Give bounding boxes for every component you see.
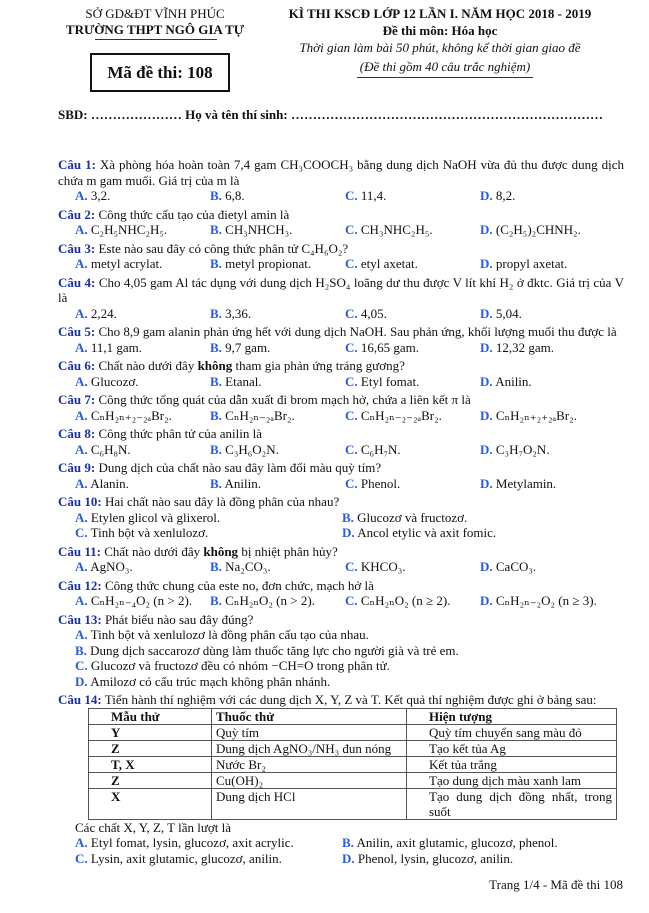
option-text: 4,05. (360, 305, 387, 321)
answer-options (58, 340, 624, 356)
exam-note: (Đề thi gồm 40 câu trắc nghiệm) (359, 59, 531, 74)
option-text: Glucozơ. (90, 373, 139, 389)
answer-option (75, 643, 624, 659)
option-letter: D. (75, 673, 88, 689)
answer-options (58, 593, 624, 609)
question (58, 358, 624, 389)
answer-option (345, 559, 480, 575)
stem-text: bị nhiệt phân hủy? (238, 543, 338, 559)
option-text: CₙH₂ₙ₊₂₊₂ₐBr₂. (495, 407, 577, 423)
answer-option (480, 306, 615, 322)
option-letter: C. (345, 339, 358, 355)
option-text: Glucozơ và fructozơ. (357, 509, 468, 525)
option-text: Etanal. (225, 373, 262, 389)
option-text: metyl acrylat. (90, 256, 163, 271)
option-letter: D. (480, 441, 493, 457)
question (58, 275, 624, 322)
answer-option (210, 559, 345, 575)
table-cell: Tạo dung dịch màu xanh lam (407, 772, 617, 788)
option-text: Phenol. (360, 475, 401, 491)
question-stem (58, 207, 624, 223)
answer-option (345, 188, 480, 204)
stem-text: Chất nào dưới đây (104, 543, 204, 559)
option-letter: B. (210, 222, 222, 237)
option-letter: C. (345, 373, 358, 389)
option-text: 5,04. (495, 305, 522, 321)
option-text: C₆H₈N. (90, 441, 131, 457)
option-letter: B. (342, 509, 354, 525)
table-header-cell: Hiện tượng (407, 708, 617, 724)
stem-text: Cho 4,05 gam Al tác dụng với dung dịch H₂SO₄ loãng dư thu được V lít khí H₂ ở đktc. Giá trị của V là (58, 274, 625, 305)
option-text: Phenol, lysin, glucozơ, anilin. (357, 850, 514, 866)
question-label: Câu 10: (58, 494, 102, 509)
question-label: Câu 2: (58, 206, 96, 222)
stem-text: Công thức chung của este no, đơn chức, mạch hở là (104, 577, 374, 593)
question-stem (58, 358, 624, 374)
question-label: Câu 12: (58, 577, 102, 593)
option-text: Dung dịch saccarozơ dùng làm thuốc tăng lực cho người già và trẻ em. (90, 642, 459, 658)
question (58, 612, 624, 690)
question-stem (58, 426, 624, 442)
question (58, 494, 624, 541)
answer-option (480, 442, 615, 458)
answer-options (58, 627, 624, 689)
answer-option (75, 674, 624, 690)
option-text: Glucozơ và fructozơ đều có nhóm −CH=O trong phân tử. (90, 658, 390, 673)
answer-options (58, 188, 624, 204)
option-text: C₆H₇N. (360, 441, 401, 457)
option-letter: D. (480, 339, 493, 355)
option-text: 16,65 gam. (360, 339, 420, 355)
answer-option (75, 188, 210, 204)
stem-text: Chất nào dưới đây (98, 358, 198, 373)
stem-text: Công thức phân tử của anilin là (98, 426, 263, 441)
question-label: Câu 11: (58, 543, 101, 559)
option-letter: B. (210, 559, 222, 574)
answer-option (480, 476, 615, 492)
answer-option (480, 188, 615, 204)
option-letter: C. (345, 593, 358, 608)
answer-options (58, 408, 624, 424)
question (58, 460, 624, 491)
exam-time: Thời gian làm bài 50 phút, không kể thời gian giao đề (299, 40, 581, 55)
answer-option (210, 442, 345, 458)
answer-options (58, 256, 624, 272)
option-letter: B. (75, 642, 87, 658)
answer-option (342, 510, 609, 526)
stem-text: Công thức tổng quát của dẫn xuất đi brom mạch hở, chứa a liên kết π là (98, 392, 471, 407)
stem-text: Dung dịch của chất nào sau đây làm đổi màu quỳ tím? (98, 460, 382, 475)
table-cell: Dung dịch AgNO₃/NH₃ đun nóng (212, 740, 407, 756)
question (58, 426, 624, 457)
answer-option (210, 222, 345, 238)
option-letter: B. (210, 339, 222, 355)
stem-text: Xà phòng hóa hoàn toàn 7,4 gam CH₃COOCH₃ bằng dung dịch NaOH vừa đủ thu được dung dịch chứa m gam muối. Giá trị của m là (58, 157, 625, 188)
option-text: CₙH₂ₙ₊₂₋₂ₐBr₂. (90, 407, 172, 423)
option-text: Amilozơ có cấu trúc mạch không phân nhánh. (90, 673, 331, 689)
answer-option (345, 476, 480, 492)
answer-option (342, 851, 609, 867)
answer-options (58, 510, 624, 541)
option-text: AgNO₃. (90, 559, 133, 574)
option-letter: A. (75, 256, 88, 271)
option-letter: A. (75, 407, 88, 423)
answer-option (480, 593, 615, 609)
option-text: Tinh bột và xenlulozơ là đồng phân cấu tạo của nhau. (90, 627, 369, 642)
emphasis-text: không (197, 358, 233, 373)
option-letter: C. (345, 475, 358, 491)
answer-options (58, 476, 624, 492)
exam-code: Mã đề thi: 108 (107, 62, 213, 82)
question-label: Câu 5: (58, 324, 96, 339)
divider (95, 39, 217, 40)
option-text: 3,36. (225, 305, 252, 321)
question-label: Câu 13: (58, 611, 102, 627)
question-stem (58, 612, 624, 628)
answer-option (345, 442, 480, 458)
option-text: 11,1 gam. (90, 339, 143, 355)
department-name: SỞ GD&ĐT VĨNH PHÚC (85, 6, 225, 21)
stem-text: Công thức cấu tạo của đietyl amin là (98, 206, 290, 222)
table-cell: Dung dịch HCl (212, 788, 407, 819)
option-text: CH₃NHC₂H₅. (360, 222, 433, 237)
option-letter: B. (210, 407, 222, 423)
question (58, 241, 624, 272)
question (58, 324, 624, 355)
table-header-row (89, 708, 617, 724)
question-stem (58, 578, 624, 594)
question-label: Câu 14: (58, 692, 102, 707)
answer-option (480, 222, 615, 238)
option-letter: B. (210, 305, 222, 321)
option-letter: A. (75, 475, 88, 491)
answer-option (75, 835, 342, 851)
stem-text: tham gia phản ứng tráng gương? (232, 358, 405, 373)
question (58, 544, 624, 575)
table-cell: Nước Br₂ (212, 756, 407, 772)
option-text: CₙH₂ₙ₋₂O₂ (n ≥ 3). (495, 593, 597, 608)
answer-option (480, 374, 615, 390)
option-text: 12,32 gam. (495, 339, 555, 355)
question (58, 392, 624, 423)
option-text: Lysin, axit glutamic, glucozơ, anilin. (90, 850, 282, 866)
option-letter: B. (210, 475, 222, 491)
table-row (89, 788, 617, 819)
answer-option (345, 408, 480, 424)
question-stem (58, 460, 624, 476)
option-letter: B. (210, 256, 222, 271)
option-letter: D. (480, 222, 493, 237)
answer-option (345, 306, 480, 322)
option-letter: C. (75, 525, 88, 540)
table-cell: Tạo kết tủa Ag (407, 740, 617, 756)
table-row (89, 772, 617, 788)
question-label: Câu 3: (58, 240, 96, 256)
answer-option (210, 408, 345, 424)
option-text: Anilin, axit glutamic, glucozơ, phenol. (356, 835, 558, 850)
school-name: TRƯỜNG THPT NGÔ GIA TỰ (65, 22, 245, 37)
table-header-cell: Thuốc thử (212, 708, 407, 724)
answer-option (480, 408, 615, 424)
option-letter: C. (345, 188, 358, 203)
option-letter: C. (75, 850, 88, 866)
answer-option (75, 306, 210, 322)
exam-subject: Đề thi môn: Hóa học (382, 23, 498, 38)
table-cell: Tạo dung dịch đồng nhất, trong suốt (407, 788, 617, 819)
option-letter: C. (345, 407, 358, 423)
option-letter: B. (210, 593, 222, 608)
option-letter: C. (345, 305, 358, 321)
answer-options (58, 374, 624, 390)
option-letter: A. (75, 188, 88, 203)
question-list (58, 154, 624, 866)
divider (357, 77, 533, 78)
option-text: CaCO₃. (495, 559, 537, 574)
table-cell: Quỳ tím chuyển sang màu đỏ (407, 724, 617, 740)
option-text: 9,7 gam. (225, 339, 271, 355)
question-label: Câu 8: (58, 426, 96, 441)
option-letter: D. (480, 305, 493, 321)
option-letter: C. (345, 222, 358, 237)
answer-options (58, 222, 624, 238)
option-letter: C. (345, 256, 358, 271)
option-text: C₃H₆O₂N. (225, 441, 279, 457)
question-label: Câu 4: (58, 274, 96, 290)
option-letter: D. (480, 475, 493, 491)
question-stem (58, 324, 624, 340)
answer-option (75, 851, 342, 867)
option-text: 11,4. (360, 188, 387, 203)
answer-option (210, 374, 345, 390)
option-letter: B. (342, 835, 354, 850)
option-letter: A. (75, 339, 88, 355)
answer-option (75, 510, 342, 526)
option-letter: D. (342, 525, 355, 540)
table-row (89, 756, 617, 772)
answer-option (75, 408, 210, 424)
option-text: etyl axetat. (360, 256, 418, 271)
option-letter: A. (75, 441, 88, 457)
option-text: 8,2. (495, 188, 516, 203)
option-letter: B. (210, 441, 222, 457)
option-letter: D. (480, 559, 493, 574)
answer-option (345, 593, 480, 609)
answer-options (58, 442, 624, 458)
answer-option (75, 627, 624, 643)
table-cell: Z (89, 772, 212, 788)
option-text: CₙH₂ₙ₋₂ₐBr₂. (225, 407, 295, 423)
option-letter: A. (75, 559, 88, 574)
table-cell: Quỳ tím (212, 724, 407, 740)
option-text: metyl propionat. (225, 256, 312, 271)
table-cell: X (89, 788, 212, 819)
option-text: propyl axetat. (495, 256, 568, 271)
table-cell: Cu(OH)₂ (212, 772, 407, 788)
table-row (89, 740, 617, 756)
page-footer: Trang 1/4 - Mã đề thi 108 (489, 877, 623, 892)
option-letter: D. (342, 850, 355, 866)
table-cell: Z (89, 740, 212, 756)
option-text: Na₂CO₃. (225, 559, 271, 574)
option-text: CₙH₂ₙO₂ (n ≥ 2). (360, 593, 451, 608)
answer-option (75, 593, 210, 609)
answer-option (75, 340, 210, 356)
option-text: 3,2. (90, 188, 111, 203)
option-letter: B. (210, 373, 222, 389)
exam-code-box (90, 53, 230, 92)
table-cell: Y (89, 724, 212, 740)
option-text: CₙH₂ₙ₋₄O₂ (n > 2). (90, 593, 193, 608)
question (58, 692, 624, 866)
answer-option (342, 835, 609, 851)
question-stem (58, 494, 624, 510)
answer-option (345, 222, 480, 238)
question-stem (58, 544, 624, 560)
question-label: Câu 6: (58, 358, 96, 373)
option-letter: C. (345, 441, 358, 457)
option-text: 2,24. (90, 305, 117, 321)
stem-text: Tiến hành thí nghiệm với các dung dịch X, Y, Z và T. Kết quả thí nghiệm được ghi ở bảng sau: (104, 692, 597, 707)
answer-option (210, 306, 345, 322)
option-text: Metylamin. (495, 475, 557, 491)
answer-options (58, 559, 624, 575)
option-letter: D. (480, 407, 493, 423)
option-text: CH₃NHCH₃. (225, 222, 293, 237)
option-text: Etyl fomat, lysin, glucozơ, axit acrylic. (90, 835, 294, 850)
answer-option (342, 525, 609, 541)
question (58, 207, 624, 238)
option-letter: C. (75, 658, 88, 673)
question-stem (58, 241, 624, 257)
table-row (89, 724, 617, 740)
option-text: (C₂H₅)₂CHNH₂. (495, 222, 581, 237)
option-text: C₂H₅NHC₂H₅. (90, 222, 168, 237)
option-text: C₃H₇O₂N. (495, 441, 550, 457)
answer-options (58, 306, 624, 322)
answer-option (75, 374, 210, 390)
question-label: Câu 7: (58, 392, 96, 407)
question-label: Câu 1: (58, 157, 96, 172)
option-letter: A. (75, 593, 88, 608)
stem-text: Cho 8,9 gam alanin phản ứng hết với dung dịch NaOH. Sau phản ứng, khối lượng muối thu được là (98, 324, 617, 339)
answer-option (75, 442, 210, 458)
answer-option (345, 340, 480, 356)
option-letter: A. (75, 222, 88, 237)
answer-option (75, 256, 210, 272)
question-label: Câu 9: (58, 460, 96, 475)
stem-text: Este nào sau đây có công thức phân tử C₄H₆O₂? (98, 240, 349, 256)
stem-text: Hai chất nào sau đây là đồng phân của nhau? (104, 494, 340, 509)
answer-option (210, 476, 345, 492)
option-text: KHCO₃. (360, 559, 406, 574)
option-text: CₙH₂ₙ₋₂₋₂ₐBr₂. (360, 407, 442, 423)
option-letter: A. (75, 373, 88, 389)
option-text: Tinh bột và xenlulozơ. (90, 525, 209, 540)
option-letter: D. (480, 593, 493, 608)
option-letter: C. (345, 559, 358, 574)
answer-option (480, 340, 615, 356)
option-letter: D. (480, 373, 493, 389)
answer-option (345, 374, 480, 390)
option-text: 6,8. (225, 188, 245, 203)
question-stem (58, 275, 624, 306)
option-text: CₙH₂ₙO₂ (n > 2). (225, 593, 315, 608)
option-letter: A. (75, 627, 88, 642)
answer-option (210, 188, 345, 204)
option-letter: A. (75, 305, 88, 321)
option-text: Anilin. (495, 373, 532, 389)
option-text: Anilin. (224, 475, 261, 491)
answer-option (75, 559, 210, 575)
question (58, 578, 624, 609)
option-text: Alanin. (90, 475, 129, 491)
option-text: Etylen glicol và glixerol. (90, 509, 221, 525)
answer-option (480, 559, 615, 575)
option-letter: A. (75, 835, 88, 850)
option-letter: D. (480, 188, 493, 203)
exam-title: KÌ THI KSCĐ LỚP 12 LẦN I. NĂM HỌC 2018 - 2019 (288, 6, 592, 21)
option-text: Etyl fomat. (360, 373, 420, 389)
candidate-info-line: SBD: ………………… Họ và tên thí sinh: ……………………………………………………………… (58, 107, 603, 122)
option-letter: B. (210, 188, 222, 203)
question-stem (58, 392, 624, 408)
table-header-cell: Mẫu thử (89, 708, 212, 724)
answer-options (58, 835, 624, 866)
table-cell: Kết tủa trắng (407, 756, 617, 772)
results-table (88, 708, 617, 820)
answer-option (75, 476, 210, 492)
question-stem (58, 157, 624, 188)
question-stem (58, 692, 624, 708)
option-letter: D. (480, 256, 493, 271)
question (58, 157, 624, 204)
answer-option (210, 256, 345, 272)
emphasis-text: không (203, 543, 239, 559)
answer-option (345, 256, 480, 272)
option-letter: A. (75, 509, 88, 525)
option-text: Ancol etylic và axit fomic. (357, 525, 497, 540)
table-cell: T, X (89, 756, 212, 772)
answer-option (480, 256, 615, 272)
answer-option (75, 658, 624, 674)
answer-option (75, 222, 210, 238)
answer-option (75, 525, 342, 541)
answer-option (210, 340, 345, 356)
answer-option (210, 593, 345, 609)
stem-text: Phát biểu nào sau đây đúng? (104, 611, 254, 627)
question-prompt: Các chất X, Y, Z, T lần lượt là (75, 819, 232, 835)
